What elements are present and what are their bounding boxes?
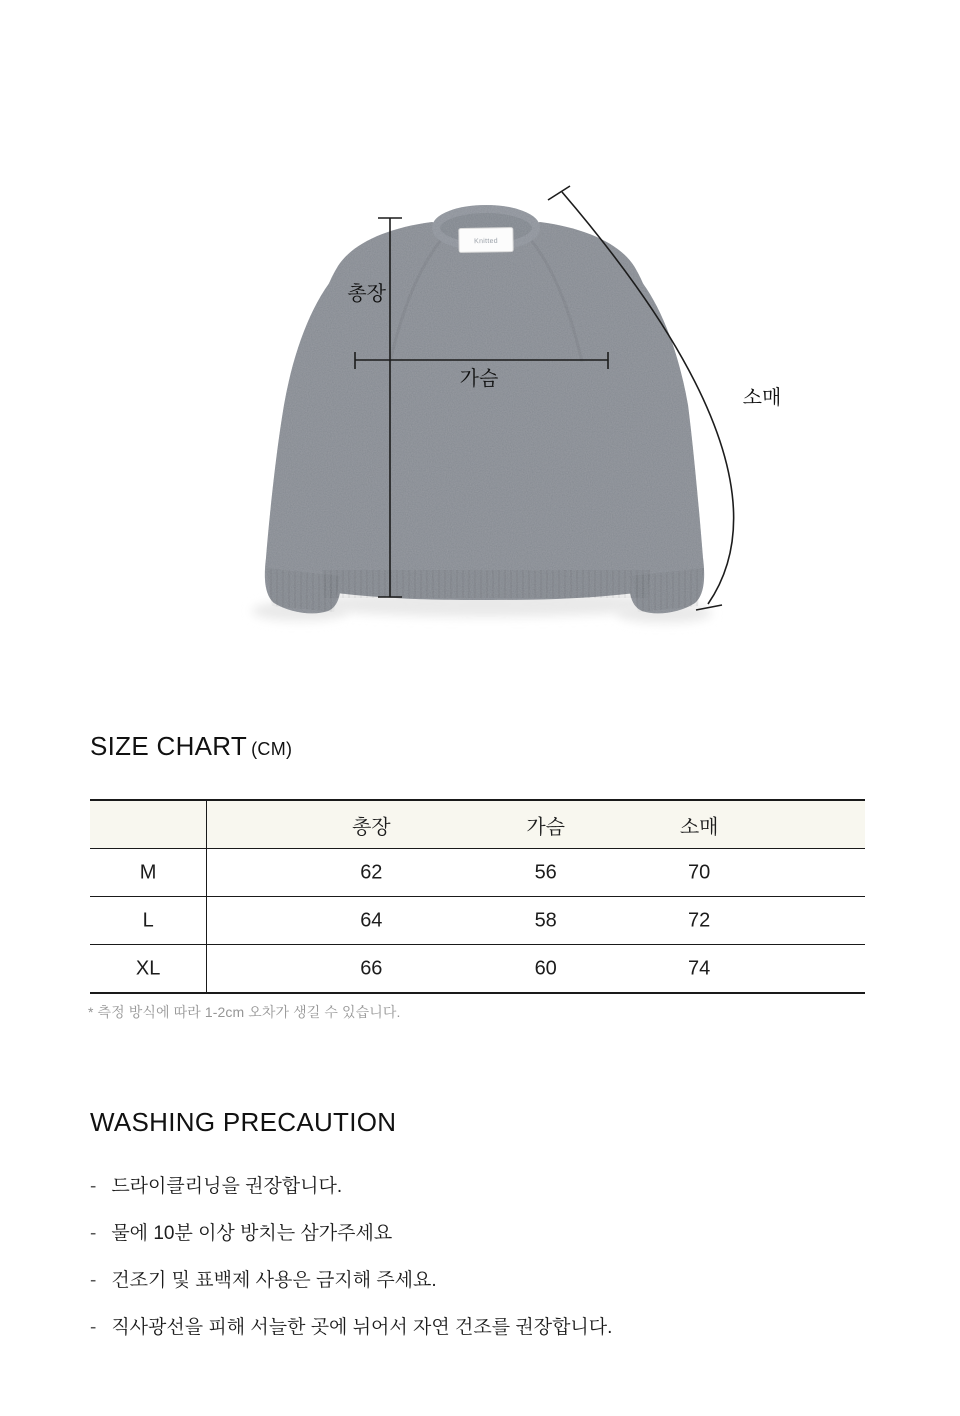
dash-bullet: -	[90, 1176, 97, 1197]
sleeve-value: 70	[688, 861, 711, 883]
chest-measure-label: 가슴	[459, 368, 499, 390]
size-label: XL	[135, 957, 161, 979]
measurement-footnote: * 측정 방식에 따라 1-2cm 오차가 생길 수 있습니다.	[88, 1004, 401, 1020]
washing-item-text: 드라이클리닝을 권장합니다.	[111, 1176, 343, 1197]
dash-bullet: -	[90, 1270, 97, 1291]
size-chart-table	[90, 799, 865, 994]
washing-item-text: 직사광선을 피해 서늘한 곳에 뉘어서 자연 건조를 권장합니다.	[111, 1317, 613, 1338]
dash-bullet: -	[90, 1317, 97, 1338]
size-label: M	[139, 861, 157, 883]
chest-value: 60	[534, 957, 557, 979]
washing-item	[90, 1176, 612, 1197]
size-chart-unit: (CM)	[251, 739, 293, 759]
washing-precaution-list	[90, 1176, 612, 1364]
washing-item	[90, 1223, 612, 1244]
neck-brand-label	[459, 228, 513, 253]
table-column-divider	[206, 801, 207, 994]
washing-item	[90, 1317, 612, 1338]
size-label: L	[142, 909, 154, 931]
size-chart-title	[90, 733, 292, 762]
length-value: 66	[360, 957, 383, 979]
sleeve-value: 72	[688, 909, 711, 931]
length-value: 62	[360, 861, 383, 883]
length-measure-label: 총장	[347, 283, 386, 305]
size-chart-title-text: SIZE CHART	[90, 731, 248, 761]
chest-value: 58	[534, 909, 557, 931]
sleeve-value: 74	[688, 957, 711, 979]
neck-label-text: Knitted	[474, 237, 499, 246]
column-header-sleeve: 소매	[679, 816, 719, 838]
washing-item	[90, 1270, 612, 1291]
dash-bullet: -	[90, 1223, 97, 1244]
chest-value: 56	[534, 861, 557, 883]
sweater-illustration	[265, 209, 704, 613]
sleeve-measure-label: 소매	[742, 387, 782, 409]
washing-precaution-title: WASHING PRECAUTION	[90, 1107, 397, 1137]
length-value: 64	[360, 909, 383, 931]
washing-item-text: 건조기 및 표백제 사용은 금지해 주세요.	[111, 1270, 437, 1291]
sweater-hem-rib	[322, 570, 650, 598]
column-header-chest: 가슴	[526, 816, 566, 838]
washing-item-text: 물에 10분 이상 방치는 삼가주세요	[111, 1223, 393, 1244]
sweater-measurement-figure	[0, 0, 960, 700]
column-header-length: 총장	[351, 816, 391, 838]
